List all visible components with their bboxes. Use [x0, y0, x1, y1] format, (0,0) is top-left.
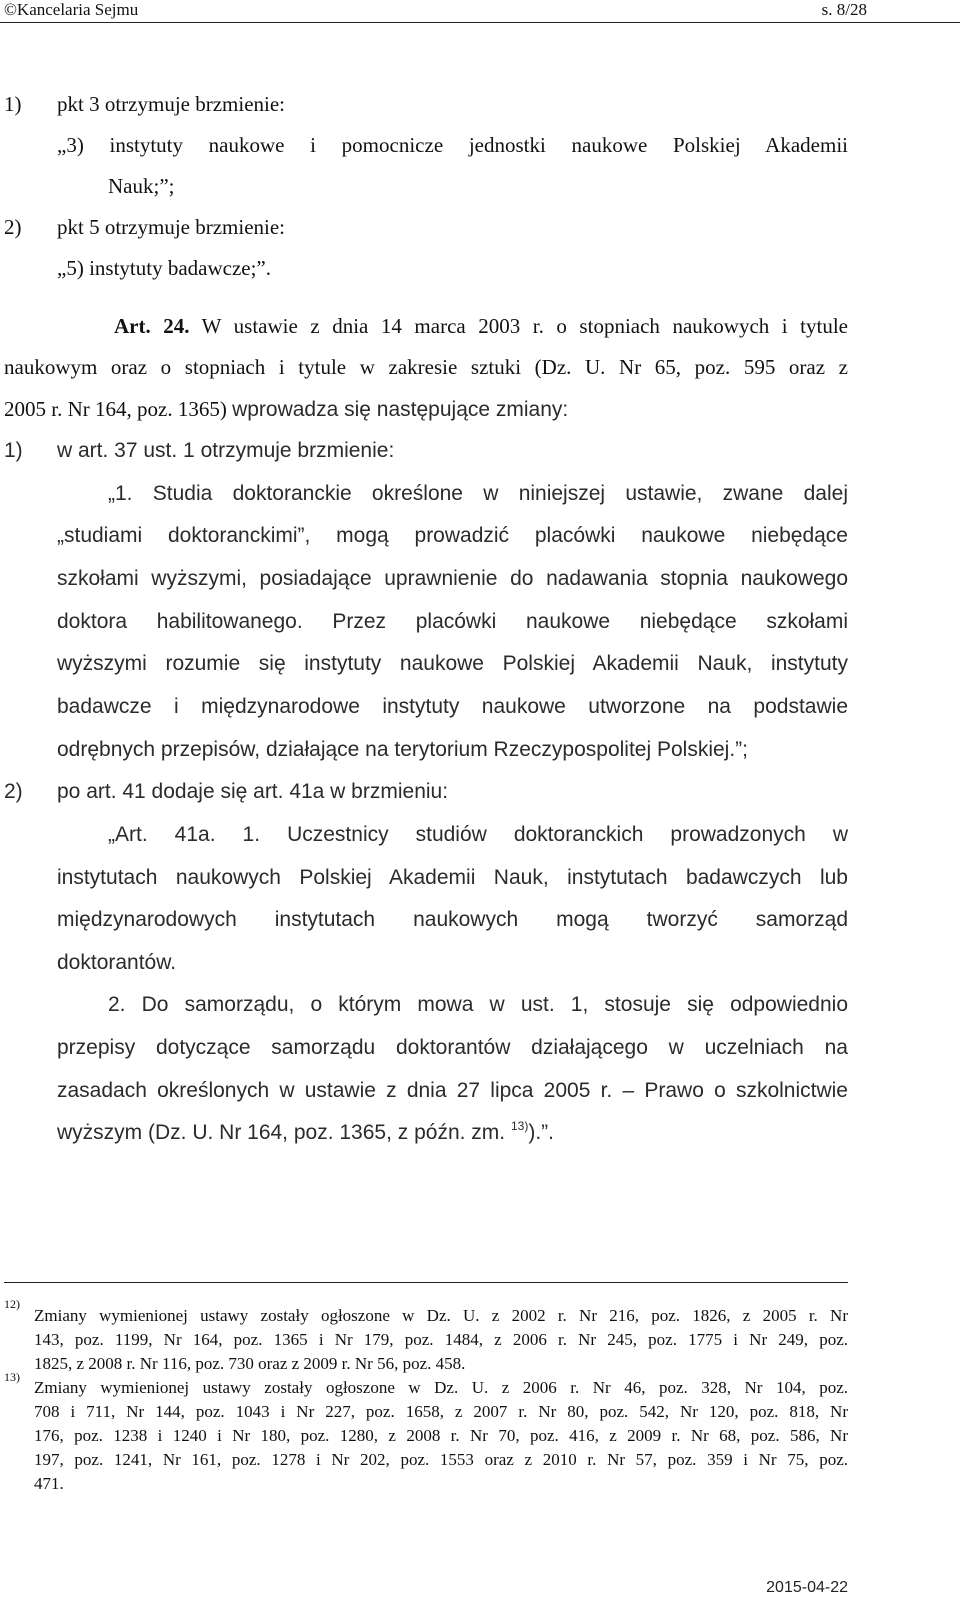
quote-line: [57, 1120, 554, 1146]
footnote-12-marker: 12): [4, 1297, 20, 1311]
footnote-12-line: Zmiany wymienionej ustawy zostały ogłoszone w Dz. U. z 2002 r. Nr 216, poz. 1826, z 2005 r. Nr: [34, 1306, 848, 1325]
footnote-12-line: 143, poz. 1199, Nr 164, poz. 1365 i Nr 179, poz. 1484, z 2006 r. Nr 245, poz. 1775 i Nr 249, poz.: [34, 1330, 848, 1349]
item-2-number: 2): [4, 780, 23, 803]
paragraph-line: [4, 396, 568, 423]
quote-text: wyższym (Dz. U. Nr 164, poz. 1365, z późn. zm.: [57, 1121, 506, 1144]
footnote-13-line: 197, poz. 1241, Nr 161, poz. 1278 i Nr 202, poz. 1553 oraz z 2010 r. Nr 57, poz. 359 i Nr 75, poz.: [34, 1450, 848, 1469]
quote-line: „Art. 41a. 1. Uczestnicy studiów doktoranckich prowadzonych w: [108, 823, 848, 846]
quote-line: doktora habilitowanego. Przez placówki naukowe niebędące szkołami: [57, 610, 848, 633]
footnote-divider: [4, 1282, 848, 1283]
article-number: Art. 24.: [114, 314, 190, 338]
item-1-number: 1): [4, 92, 22, 116]
article-text: W ustawie z dnia 14 marca 2003 r. o stopniach naukowych i tytule: [189, 314, 848, 338]
quote-line: Nauk;”;: [108, 174, 175, 198]
quote-line: doktorantów.: [57, 951, 177, 974]
quote-line: „5) instytuty badawcze;”.: [57, 256, 271, 280]
quote-line: „3) instytuty naukowe i pomocnicze jednostki naukowe Polskiej Akademii: [57, 133, 848, 157]
quote-line: „1. Studia doktoranckie określone w niniejszej ustawie, zwane dalej: [108, 482, 848, 505]
footnote-13-marker: 13): [4, 1370, 20, 1384]
header-copyright: ©Kancelaria Sejmu: [4, 0, 139, 19]
footnote-13-line: Zmiany wymienionej ustawy zostały ogłoszone w Dz. U. z 2006 r. Nr 46, poz. 328, Nr 104, poz.: [34, 1378, 848, 1397]
quote-line: przepisy dotyczące samorządu doktorantów działającego w uczelniach na: [57, 1036, 848, 1059]
item-1-text: pkt 3 otrzymuje brzmienie:: [57, 92, 286, 116]
quote-line: zasadach określonych w ustawie z dnia 27 lipca 2005 r. – Prawo o szkolnictwie: [57, 1079, 848, 1102]
quote-line: instytutach naukowych Polskiej Akademii Nauk, instytutach badawczych lub: [57, 866, 848, 889]
item-2-text: po art. 41 dodaje się art. 41a w brzmieniu:: [57, 780, 449, 803]
header-divider: [0, 22, 960, 23]
quote-line: „studiami doktoranckimi”, mogą prowadzić placówki naukowe niebędące: [57, 524, 848, 547]
item-1-number: 1): [4, 439, 23, 462]
footnote-13-line: 708 i 711, Nr 144, poz. 1043 i Nr 227, poz. 1658, z 2007 r. Nr 80, poz. 542, Nr 120, poz. 818, Nr: [34, 1402, 848, 1421]
quote-text: ).”.: [528, 1121, 554, 1144]
footnote-13-line: 471.: [34, 1474, 64, 1493]
footnote-12-line: 1825, z 2008 r. Nr 116, poz. 730 oraz z 2009 r. Nr 56, poz. 458.: [34, 1354, 466, 1373]
item-2-text: pkt 5 otrzymuje brzmienie:: [57, 215, 286, 239]
quote-line: 2. Do samorządu, o którym mowa w ust. 1, stosuje się odpowiednio: [108, 993, 848, 1016]
page-number: s. 8/28: [821, 0, 867, 19]
footnote-13-line: 176, poz. 1238 i 1240 i Nr 180, poz. 1280, z 2008 r. Nr 70, poz. 416, z 2009 r. Nr 68, poz. 586, Nr: [34, 1426, 848, 1445]
quote-line: odrębnych przepisów, działające na terytorium Rzeczypospolitej Polskiej.”;: [57, 738, 748, 761]
quote-line: międzynarodowych instytutach naukowych mogą tworzyć samorząd: [57, 908, 848, 931]
paragraph-text: 2005 r. Nr 164, poz. 1365): [4, 397, 233, 421]
quote-line: badawcze i międzynarodowe instytuty naukowe utworzone na podstawie: [57, 695, 848, 718]
quote-line: wyższymi rozumie się instytuty naukowe Polskiej Akademii Nauk, instytuty: [57, 652, 848, 675]
item-1-text: w art. 37 ust. 1 otrzymuje brzmienie:: [57, 439, 395, 462]
quote-line: szkołami wyższymi, posiadające uprawnienie do nadawania stopnia naukowego: [57, 567, 848, 590]
footnote-ref-13: 13): [510, 1119, 529, 1133]
paragraph-line: naukowym oraz o stopniach i tytule w zakresie sztuki (Dz. U. Nr 65, poz. 595 oraz z: [4, 355, 848, 379]
document-date: 2015-04-22: [766, 1579, 848, 1596]
paragraph-text: wprowadza się następujące zmiany:: [232, 398, 569, 421]
article-24-heading-line: [114, 313, 848, 339]
item-2-number: 2): [4, 215, 22, 239]
